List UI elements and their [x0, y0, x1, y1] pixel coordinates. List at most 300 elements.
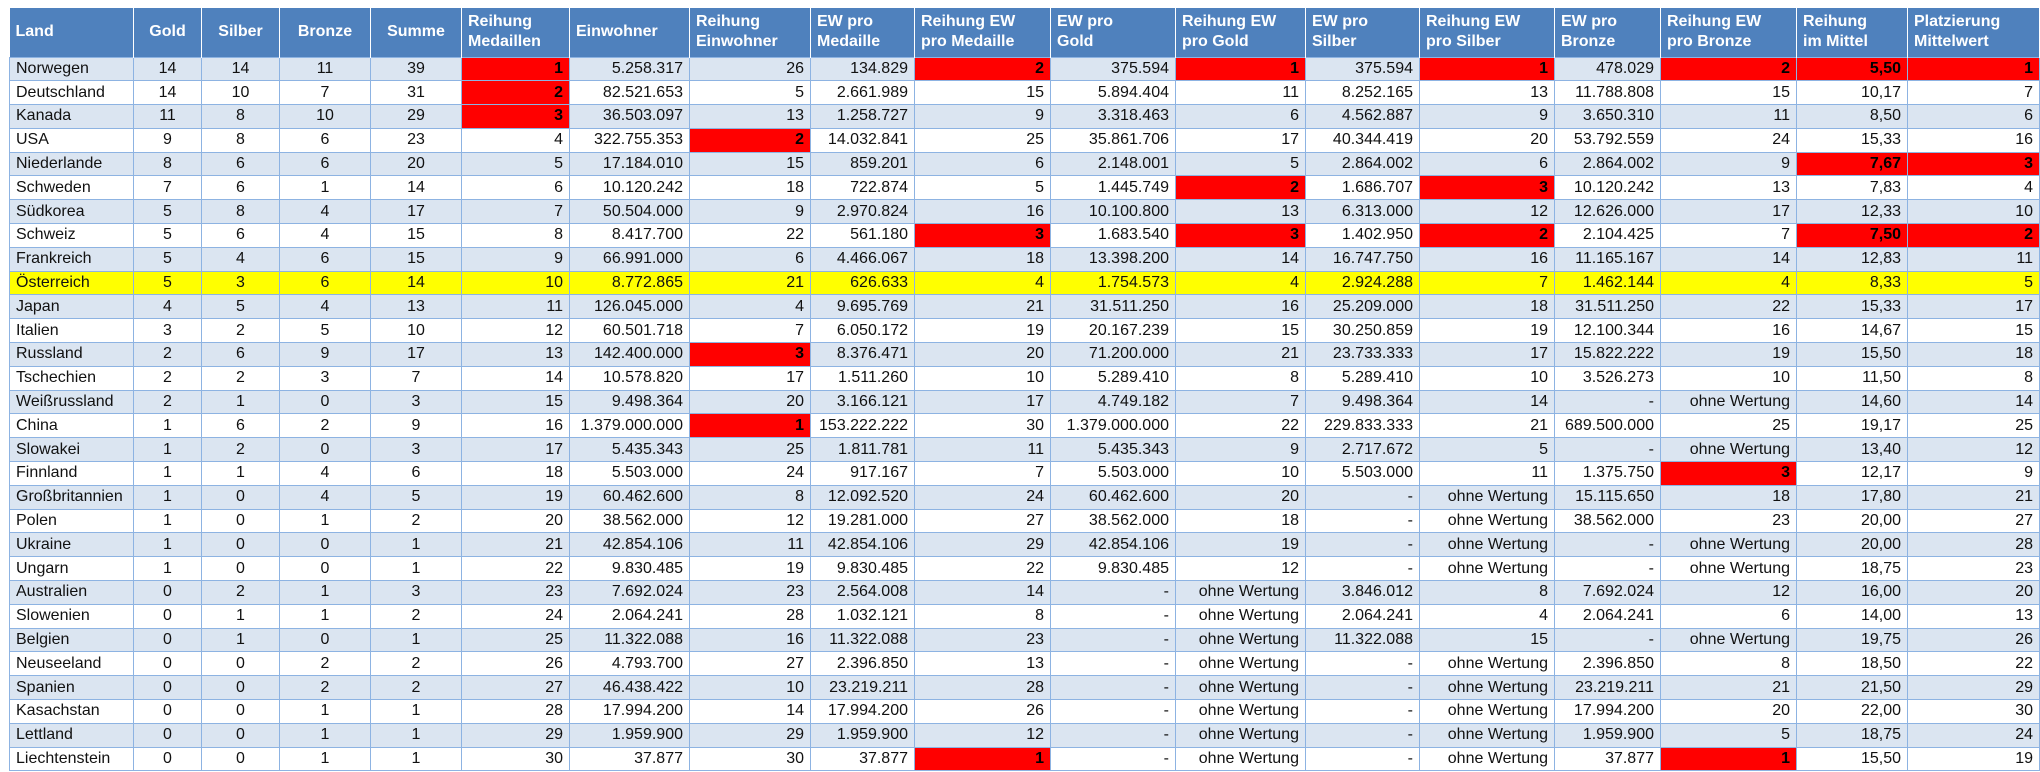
data-cell: 5.503.000	[570, 462, 690, 486]
data-cell: 18	[1420, 295, 1555, 319]
data-cell: 17.994.200	[570, 700, 690, 724]
data-cell: 10	[1420, 366, 1555, 390]
data-cell: ohne Wertung	[1176, 581, 1306, 605]
data-cell: 23.219.211	[811, 676, 915, 700]
data-cell: 16	[690, 628, 811, 652]
data-cell: 322.755.353	[570, 128, 690, 152]
data-cell: 27	[915, 509, 1051, 533]
data-cell: 1	[202, 462, 280, 486]
data-cell: 15.115.650	[1555, 485, 1661, 509]
data-cell: 6	[1176, 105, 1306, 129]
data-cell: 60.501.718	[570, 319, 690, 343]
data-cell: 8	[202, 200, 280, 224]
data-cell: 14	[371, 176, 462, 200]
data-cell: 4	[690, 295, 811, 319]
data-cell: 5	[134, 200, 202, 224]
data-cell: 42.854.106	[811, 533, 915, 557]
data-cell: 1	[371, 723, 462, 747]
table-row	[10, 57, 2040, 81]
column-header: Gold	[134, 8, 202, 57]
data-cell: 18,75	[1797, 557, 1908, 581]
data-cell: 8.772.865	[570, 271, 690, 295]
data-cell: ohne Wertung	[1661, 628, 1797, 652]
data-cell: 14	[1176, 247, 1306, 271]
data-cell: 9	[280, 343, 371, 367]
data-cell: 46.438.422	[570, 676, 690, 700]
country-cell: Südkorea	[10, 200, 134, 224]
table-row	[10, 105, 2040, 129]
data-cell: -	[1306, 700, 1420, 724]
data-cell: 561.180	[811, 224, 915, 248]
data-cell: 7,50	[1797, 224, 1908, 248]
data-cell: 11.322.088	[811, 628, 915, 652]
data-cell: 12,17	[1797, 462, 1908, 486]
data-cell: 19	[1176, 533, 1306, 557]
data-cell: 6	[1661, 604, 1797, 628]
data-cell: 5	[690, 81, 811, 105]
data-cell: 6	[1908, 105, 2040, 129]
data-cell: 3	[371, 438, 462, 462]
data-cell: 17.994.200	[811, 700, 915, 724]
data-cell: 13	[1908, 604, 2040, 628]
data-cell: 17	[1176, 128, 1306, 152]
data-cell: 3.166.121	[811, 390, 915, 414]
data-cell: 23	[915, 628, 1051, 652]
data-cell: 1.683.540	[1051, 224, 1176, 248]
data-cell: 18	[1661, 485, 1797, 509]
data-cell: 11	[1908, 247, 2040, 271]
data-cell: 3.318.463	[1051, 105, 1176, 129]
data-cell: 19	[915, 319, 1051, 343]
data-cell: 3.526.273	[1555, 366, 1661, 390]
data-cell: 15.822.222	[1555, 343, 1661, 367]
data-cell: 229.833.333	[1306, 414, 1420, 438]
data-cell: 4	[1908, 176, 2040, 200]
country-cell: Weißrussland	[10, 390, 134, 414]
data-cell: 12,33	[1797, 200, 1908, 224]
table-row	[10, 723, 2040, 747]
data-cell: 2.064.241	[570, 604, 690, 628]
data-cell: 42.854.106	[1051, 533, 1176, 557]
table-row	[10, 581, 2040, 605]
data-cell: 14	[134, 57, 202, 81]
data-cell: 11.788.808	[1555, 81, 1661, 105]
data-cell: -	[1051, 604, 1176, 628]
data-cell: 7	[280, 81, 371, 105]
data-cell: 17	[1908, 295, 2040, 319]
data-cell: 12.100.344	[1555, 319, 1661, 343]
data-cell: 0	[134, 628, 202, 652]
data-cell: ohne Wertung	[1176, 604, 1306, 628]
data-cell: 7	[915, 462, 1051, 486]
data-cell: 375.594	[1051, 57, 1176, 81]
data-cell: 20	[1908, 581, 2040, 605]
data-cell: 11	[280, 57, 371, 81]
data-cell: ohne Wertung	[1420, 557, 1555, 581]
data-cell: 24	[462, 604, 570, 628]
data-cell: ohne Wertung	[1420, 533, 1555, 557]
data-cell: 5.289.410	[1306, 366, 1420, 390]
data-cell: 2.064.241	[1306, 604, 1420, 628]
country-cell: Frankreich	[10, 247, 134, 271]
data-cell: 0	[134, 700, 202, 724]
data-cell: 13	[462, 343, 570, 367]
data-cell: 8.252.165	[1306, 81, 1420, 105]
data-cell: 28	[915, 676, 1051, 700]
data-cell: 1.375.750	[1555, 462, 1661, 486]
data-cell: 6	[202, 343, 280, 367]
data-cell: -	[1051, 700, 1176, 724]
data-cell: 15	[462, 390, 570, 414]
data-cell: 6	[371, 462, 462, 486]
data-cell: 10	[462, 271, 570, 295]
country-cell: Neuseeland	[10, 652, 134, 676]
data-cell: 14.032.841	[811, 128, 915, 152]
data-cell: 21	[1176, 343, 1306, 367]
data-cell: -	[1051, 581, 1176, 605]
data-cell: 20	[1661, 700, 1797, 724]
data-cell: 4.562.887	[1306, 105, 1420, 129]
data-cell: 1	[1176, 57, 1306, 81]
country-cell: Russland	[10, 343, 134, 367]
data-cell: 40.344.419	[1306, 128, 1420, 152]
data-cell: 21,50	[1797, 676, 1908, 700]
data-cell: 6	[280, 152, 371, 176]
data-cell: 11	[134, 105, 202, 129]
table-row	[10, 176, 2040, 200]
data-cell: 9	[1908, 462, 2040, 486]
data-cell: 14	[202, 57, 280, 81]
data-cell: 1.959.900	[1555, 723, 1661, 747]
data-cell: 38.562.000	[1051, 509, 1176, 533]
data-cell: 0	[202, 557, 280, 581]
data-cell: 17.184.010	[570, 152, 690, 176]
data-cell: ohne Wertung	[1176, 652, 1306, 676]
table-row	[10, 295, 2040, 319]
data-cell: 42.854.106	[570, 533, 690, 557]
country-cell: Spanien	[10, 676, 134, 700]
data-cell: 12	[1176, 557, 1306, 581]
data-cell: 11	[1420, 462, 1555, 486]
data-cell: 25	[690, 438, 811, 462]
column-header: EW pro Silber	[1306, 8, 1420, 57]
data-cell: 21	[915, 295, 1051, 319]
data-cell: 3	[371, 390, 462, 414]
data-cell: 26	[462, 652, 570, 676]
data-cell: 2.148.001	[1051, 152, 1176, 176]
data-cell: 4.466.067	[811, 247, 915, 271]
data-cell: 6.050.172	[811, 319, 915, 343]
country-cell: Ukraine	[10, 533, 134, 557]
column-header: Summe	[371, 8, 462, 57]
data-cell: 71.200.000	[1051, 343, 1176, 367]
data-cell: 9	[690, 200, 811, 224]
data-cell: 30	[915, 414, 1051, 438]
data-cell: 14	[462, 366, 570, 390]
data-cell: 3.650.310	[1555, 105, 1661, 129]
table-row	[10, 485, 2040, 509]
data-cell: 1	[1661, 747, 1797, 771]
data-cell: 29	[371, 105, 462, 129]
country-cell: Liechtenstein	[10, 747, 134, 771]
data-cell: 12	[1420, 200, 1555, 224]
data-cell: 1.686.707	[1306, 176, 1420, 200]
data-cell: 8	[134, 152, 202, 176]
data-cell: 1	[280, 176, 371, 200]
data-cell: 20,00	[1797, 509, 1908, 533]
data-cell: 5	[202, 295, 280, 319]
data-cell: 10	[280, 105, 371, 129]
data-cell: 6	[202, 176, 280, 200]
country-cell: Norwegen	[10, 57, 134, 81]
medal-ranking-table	[9, 8, 2040, 771]
data-cell: -	[1555, 628, 1661, 652]
data-cell: 2	[371, 509, 462, 533]
data-cell: ohne Wertung	[1420, 723, 1555, 747]
data-cell: 19	[690, 557, 811, 581]
data-cell: 38.562.000	[1555, 509, 1661, 533]
data-cell: 5.503.000	[1306, 462, 1420, 486]
data-cell: 5.894.404	[1051, 81, 1176, 105]
data-cell: 15	[1176, 319, 1306, 343]
table-row	[10, 200, 2040, 224]
data-cell: -	[1051, 723, 1176, 747]
data-cell: 30	[1908, 700, 2040, 724]
data-cell: 11	[690, 533, 811, 557]
data-cell: 2	[202, 319, 280, 343]
data-cell: 7,67	[1797, 152, 1908, 176]
data-cell: 1	[202, 604, 280, 628]
data-cell: 21	[1661, 676, 1797, 700]
data-cell: 2	[202, 581, 280, 605]
table-row	[10, 81, 2040, 105]
country-cell: Lettland	[10, 723, 134, 747]
data-cell: 13	[371, 295, 462, 319]
data-cell: 0	[202, 485, 280, 509]
table-row	[10, 128, 2040, 152]
table-row	[10, 628, 2040, 652]
data-cell: 20	[462, 509, 570, 533]
data-cell: 689.500.000	[1555, 414, 1661, 438]
data-cell: 29	[462, 723, 570, 747]
country-cell: Slowakei	[10, 438, 134, 462]
data-cell: 6	[202, 414, 280, 438]
data-cell: 19	[1661, 343, 1797, 367]
data-cell: 23	[1908, 557, 2040, 581]
data-cell: ohne Wertung	[1176, 747, 1306, 771]
table-row	[10, 271, 2040, 295]
data-cell: 17	[462, 438, 570, 462]
data-cell: 15	[371, 224, 462, 248]
data-cell: 4	[1176, 271, 1306, 295]
data-cell: 2	[1420, 224, 1555, 248]
data-cell: 15	[371, 247, 462, 271]
data-cell: 1.959.900	[570, 723, 690, 747]
data-cell: 28	[462, 700, 570, 724]
data-cell: 22	[462, 557, 570, 581]
data-cell: 3	[690, 343, 811, 367]
data-cell: 13,40	[1797, 438, 1908, 462]
column-header: Reihung Medaillen	[462, 8, 570, 57]
data-cell: 7	[1420, 271, 1555, 295]
table-row	[10, 533, 2040, 557]
data-cell: 20,00	[1797, 533, 1908, 557]
data-cell: ohne Wertung	[1176, 700, 1306, 724]
data-cell: 1.959.900	[811, 723, 915, 747]
data-cell: -	[1555, 438, 1661, 462]
data-cell: 3	[1176, 224, 1306, 248]
data-cell: 16	[1176, 295, 1306, 319]
data-cell: 14	[371, 271, 462, 295]
data-cell: 31	[371, 81, 462, 105]
data-cell: 16	[1908, 128, 2040, 152]
country-cell: Ungarn	[10, 557, 134, 581]
data-cell: 4	[280, 485, 371, 509]
data-cell: 26	[915, 700, 1051, 724]
table-header	[10, 8, 2040, 57]
data-cell: 1	[371, 747, 462, 771]
data-cell: 30	[690, 747, 811, 771]
data-cell: 29	[1908, 676, 2040, 700]
column-header: Bronze	[280, 8, 371, 57]
data-cell: 30	[462, 747, 570, 771]
data-cell: 153.222.222	[811, 414, 915, 438]
data-cell: 1.379.000.000	[1051, 414, 1176, 438]
data-cell: 7	[462, 200, 570, 224]
data-cell: 13	[1420, 81, 1555, 105]
data-cell: 26	[690, 57, 811, 81]
data-cell: 5.258.317	[570, 57, 690, 81]
data-cell: 5.435.343	[1051, 438, 1176, 462]
country-cell: Österreich	[10, 271, 134, 295]
country-cell: Belgien	[10, 628, 134, 652]
data-cell: 18	[690, 176, 811, 200]
data-cell: 11,50	[1797, 366, 1908, 390]
table-row	[10, 438, 2040, 462]
data-cell: 16	[915, 200, 1051, 224]
data-cell: 9	[1661, 152, 1797, 176]
data-cell: 2	[280, 414, 371, 438]
data-cell: 7	[1908, 81, 2040, 105]
data-cell: 8,33	[1797, 271, 1908, 295]
data-cell: 13	[1176, 200, 1306, 224]
table-row	[10, 509, 2040, 533]
data-cell: 4	[462, 128, 570, 152]
data-cell: 16	[462, 414, 570, 438]
data-cell: 82.521.653	[570, 81, 690, 105]
data-cell: 1.402.950	[1306, 224, 1420, 248]
data-cell: 10	[202, 81, 280, 105]
data-cell: 7,83	[1797, 176, 1908, 200]
data-cell: 14	[1908, 390, 2040, 414]
data-cell: 12	[462, 319, 570, 343]
data-cell: 50.504.000	[570, 200, 690, 224]
data-cell: 9	[1420, 105, 1555, 129]
data-cell: 7	[690, 319, 811, 343]
data-cell: 9.498.364	[570, 390, 690, 414]
data-cell: 19	[1908, 747, 2040, 771]
data-cell: 27	[462, 676, 570, 700]
data-cell: 9	[462, 247, 570, 271]
data-cell: 3	[280, 366, 371, 390]
data-cell: 26	[1908, 628, 2040, 652]
data-cell: 4	[915, 271, 1051, 295]
data-cell: 14	[915, 581, 1051, 605]
data-cell: 5	[134, 247, 202, 271]
data-cell: 4	[280, 295, 371, 319]
data-cell: ohne Wertung	[1420, 676, 1555, 700]
data-cell: ohne Wertung	[1661, 390, 1797, 414]
data-cell: 21	[462, 533, 570, 557]
data-cell: 3	[462, 105, 570, 129]
medal-table-container	[9, 8, 2040, 771]
data-cell: 1.462.144	[1555, 271, 1661, 295]
data-cell: -	[1306, 652, 1420, 676]
data-cell: 2	[462, 81, 570, 105]
data-cell: 11	[462, 295, 570, 319]
data-cell: 1	[280, 747, 371, 771]
data-cell: 4	[1420, 604, 1555, 628]
column-header: EW pro Medaille	[811, 8, 915, 57]
data-cell: 14,00	[1797, 604, 1908, 628]
data-cell: 22	[690, 224, 811, 248]
table-row	[10, 557, 2040, 581]
data-cell: 0	[134, 747, 202, 771]
data-cell: 15	[1908, 319, 2040, 343]
data-cell: 2.064.241	[1555, 604, 1661, 628]
data-cell: 1	[280, 581, 371, 605]
data-cell: 0	[202, 676, 280, 700]
data-cell: 29	[690, 723, 811, 747]
data-cell: 7.692.024	[1555, 581, 1661, 605]
data-cell: 2.970.824	[811, 200, 915, 224]
country-cell: Kanada	[10, 105, 134, 129]
data-cell: 10	[1661, 366, 1797, 390]
data-cell: 20	[915, 343, 1051, 367]
data-cell: 5	[1661, 723, 1797, 747]
country-cell: China	[10, 414, 134, 438]
data-cell: 6	[202, 152, 280, 176]
data-cell: 2	[280, 676, 371, 700]
country-cell: Schweden	[10, 176, 134, 200]
table-row	[10, 390, 2040, 414]
data-cell: 11	[1661, 105, 1797, 129]
data-cell: 20	[1176, 485, 1306, 509]
data-cell: 14	[690, 700, 811, 724]
data-cell: 17	[371, 200, 462, 224]
country-cell: Italien	[10, 319, 134, 343]
table-row	[10, 652, 2040, 676]
data-cell: 6.313.000	[1306, 200, 1420, 224]
data-cell: 1	[371, 628, 462, 652]
data-cell: 22	[1908, 652, 2040, 676]
data-cell: 22	[1176, 414, 1306, 438]
data-cell: 24	[915, 485, 1051, 509]
data-cell: 9	[1176, 438, 1306, 462]
data-cell: 14	[1661, 247, 1797, 271]
data-cell: 3	[1420, 176, 1555, 200]
data-cell: 11	[915, 438, 1051, 462]
data-cell: 17	[371, 343, 462, 367]
data-cell: 14,67	[1797, 319, 1908, 343]
table-row	[10, 247, 2040, 271]
data-cell: 6	[915, 152, 1051, 176]
data-cell: ohne Wertung	[1661, 438, 1797, 462]
data-cell: 53.792.559	[1555, 128, 1661, 152]
data-cell: 7.692.024	[570, 581, 690, 605]
table-row	[10, 366, 2040, 390]
data-cell: 9	[134, 128, 202, 152]
